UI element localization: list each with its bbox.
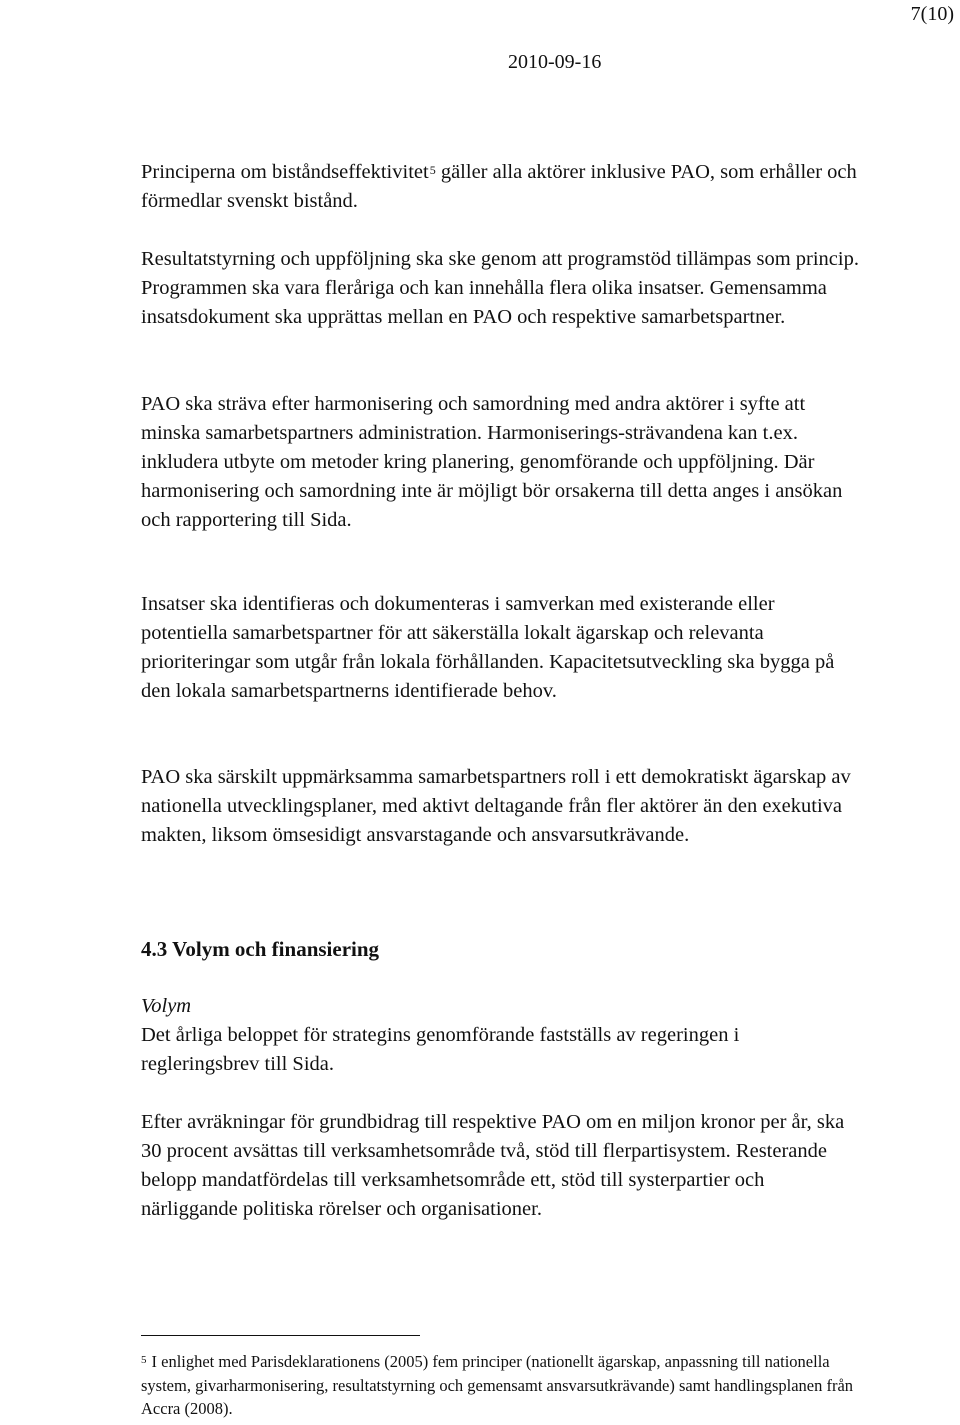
paragraph-results-management: Resultatstyrning och uppföljning ska ske genom att programstöd tillämpas som princip. Programmen ska vara fleråriga och kan innehålla flera olika insatser. Gemensamma insatsdokument ska upprättas mellan en PAO och respektive samarbetspartner. — [141, 248, 859, 328]
paragraph-text: Principerna om biståndseffektivitet — [141, 161, 429, 183]
paragraph-democratic-ownership: PAO ska särskilt uppmärksamma samarbetspartners roll i ett demokratiskt ägarskap av nationella utvecklingsplaner, med aktivt deltagande från fler aktörer än den exekutiva makten, liksom ömsesidigt ansvarstagande och ansvarsutkrävande. — [141, 766, 851, 846]
paragraph-harmonisation: PAO ska sträva efter harmonisering och samordning med andra aktörer i syfte att minska samarbetspartners administration. Harmoniserings-strävandena kan t.ex. inkludera utbyte om metoder kring planering, genomförande och uppföljning. Där harmonisering och samordning inte är möjligt bör orsakerna till detta anges i ansökan och rapportering till Sida. — [141, 393, 843, 531]
subheading-volym: Volym — [141, 995, 192, 1017]
footnote-divider — [141, 1335, 420, 1336]
footnote-text: I enlighet med Parisdeklarationens (2005) fem principer (nationellt ägarskap, anpassning till nationella system, givarharmonisering, resultatstyrning och gemensamt ansvarsutkrävande) samt handlingsplanen från Accra (2008). — [141, 1352, 854, 1418]
paragraph-allocation: Efter avräkningar för grundbidrag till respektive PAO om en miljon kronor per år, ska 30 procent avsättas till verksamhetsområde två, stöd till flerpartisystem. Resterande belopp mandatfördelas till verksamhetsområde ett, stöd till systerpartier och närliggande politiska rörelser och organisationer. — [141, 1111, 845, 1220]
document-date: 2010-09-16 — [508, 51, 602, 73]
footnote-marker: 5 — [141, 1354, 147, 1366]
page-number: 7(10) — [910, 3, 954, 25]
paragraph-ownership: Insatser ska identifieras och dokumenteras i samverkan med existerande eller potentiella samarbetspartner för att säkerställa lokalt ägarskap och relevanta prioriteringar som utgår från lokala förhållanden. Kapacitetsutveckling ska bygga på den lokala samarbetspartnerns identifierade behov. — [141, 593, 835, 702]
footnote-reference[interactable]: 5 — [429, 163, 436, 177]
section-heading: 4.3 Volym och finansiering — [141, 937, 380, 961]
paragraph-text: gäller alla aktörer inklusive PAO, som erhåller och förmedlar svenskt bistånd. — [141, 161, 857, 212]
paragraph-aid-effectiveness — [141, 158, 861, 216]
footnote — [141, 1350, 861, 1421]
paragraph-annual-amount: Det årliga beloppet för strategins genomförande fastställs av regeringen i regleringsbrev till Sida. — [141, 1024, 740, 1075]
